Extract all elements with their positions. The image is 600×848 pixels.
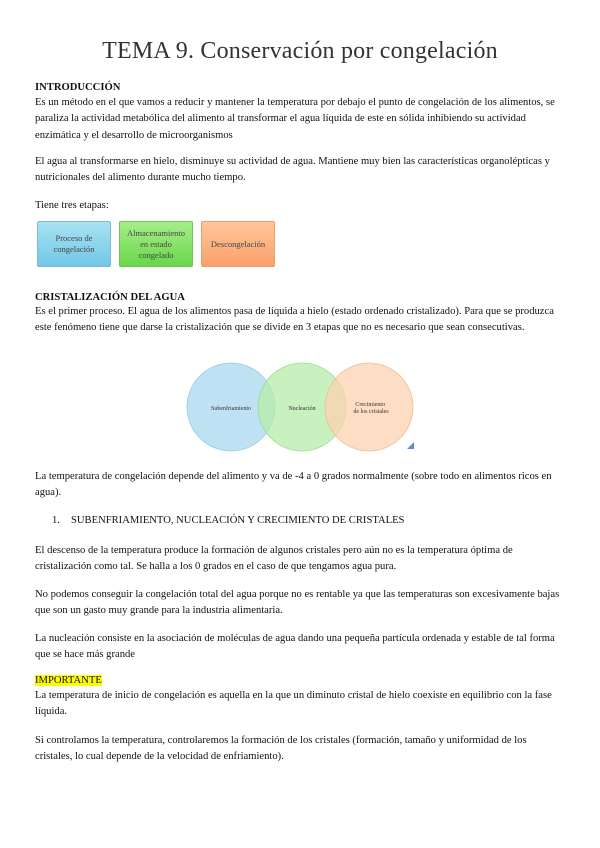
numbered-list-item (52, 515, 404, 526)
importante-highlight: IMPORTANTE (35, 675, 102, 686)
final-paragraph: Si controlamos la temperatura, controlaremos la formación de los cristales (formación, tamaño y uniformidad de los cristales, lo cual depende de la velocidad de enfriamiento). (35, 735, 527, 763)
importante-paragraph: La temperatura de inicio de congelación es aquella en la que un diminuto cristal de hielo coexiste en equilibrio con la fase líquida. (35, 690, 552, 718)
cristalizacion-heading: CRISTALIZACIÓN DEL AGUA (35, 292, 185, 303)
stage-box-congelacion: Proceso de congelación (37, 221, 111, 267)
nucleacion-paragraph: La nucleación consiste en la asociación de moléculas de agua dando una pequeña partícula ordenada y estable de tal forma que se hace más grande (35, 633, 555, 661)
intro-paragraph-2: El agua al transformarse en hielo, disminuye su actividad de agua. Mantiene muy bien las características organolépticas y nutricionales del alimento durante mucho tiempo. (35, 156, 550, 184)
stage-box-descongelacion: Descongelación (201, 221, 275, 267)
list-number: 1. (52, 515, 60, 526)
intro-heading: INTRODUCCIÓN (35, 82, 121, 93)
stage-box-almacenamiento: Almacenamiento en estado congelado (119, 221, 193, 267)
venn-label-nucleacion: Nucleación (288, 406, 316, 412)
temperatura-paragraph: La temperatura de congelación depende del alimento y va de -4 a 0 grados normalmente (sobre todo en alimentos ricos en agua). (35, 471, 552, 499)
intro-paragraph-3: Tiene tres etapas: (35, 200, 109, 211)
cristalizacion-paragraph: Es el primer proceso. El agua de los alimentos pasa de líquida a hielo (estado ordenado cristalizado). Para que se produzca este fenómeno tiene que darse la cristalización que se divide en 3 etapas que no es necesario que sean consecutivas. (35, 306, 554, 334)
descenso-paragraph: El descenso de la temperatura produce la formación de algunos cristales pero aún no es la temperatura óptima de cristalización como tal. Se halla a los 0 grados en el caso de que tengamos agua pura. (35, 545, 513, 573)
venn-label-crecimiento: Crecimiento de los cristales (353, 402, 389, 415)
diagram-corner-marker (407, 442, 414, 449)
nopodemos-paragraph: No podemos conseguir la congelación total del agua porque no es rentable ya que las temperaturas son excesivamente bajas que son un gasto muy grande para la industria alimentaria. (35, 589, 560, 617)
venn-diagram (185, 357, 420, 453)
importante-label-row (35, 673, 563, 689)
page-title: TEMA 9. Conservación por congelación (102, 38, 498, 64)
venn-label-subenfriamiento: Subenfriamiento (211, 406, 251, 412)
intro-paragraph-1: Es un método en el que vamos a reducir y mantener la temperatura por debajo el punto de congelación de los alimentos, se paraliza la actividad metabólica del alimento al transformar el agua líquida de este en sólida inhibiendo su actividad enzimática y el desarrollo de microorganismos (35, 97, 555, 141)
list-item-text: SUBENFRIAMIENTO, NUCLEACIÓN Y CRECIMIENTO DE CRISTALES (71, 515, 405, 526)
